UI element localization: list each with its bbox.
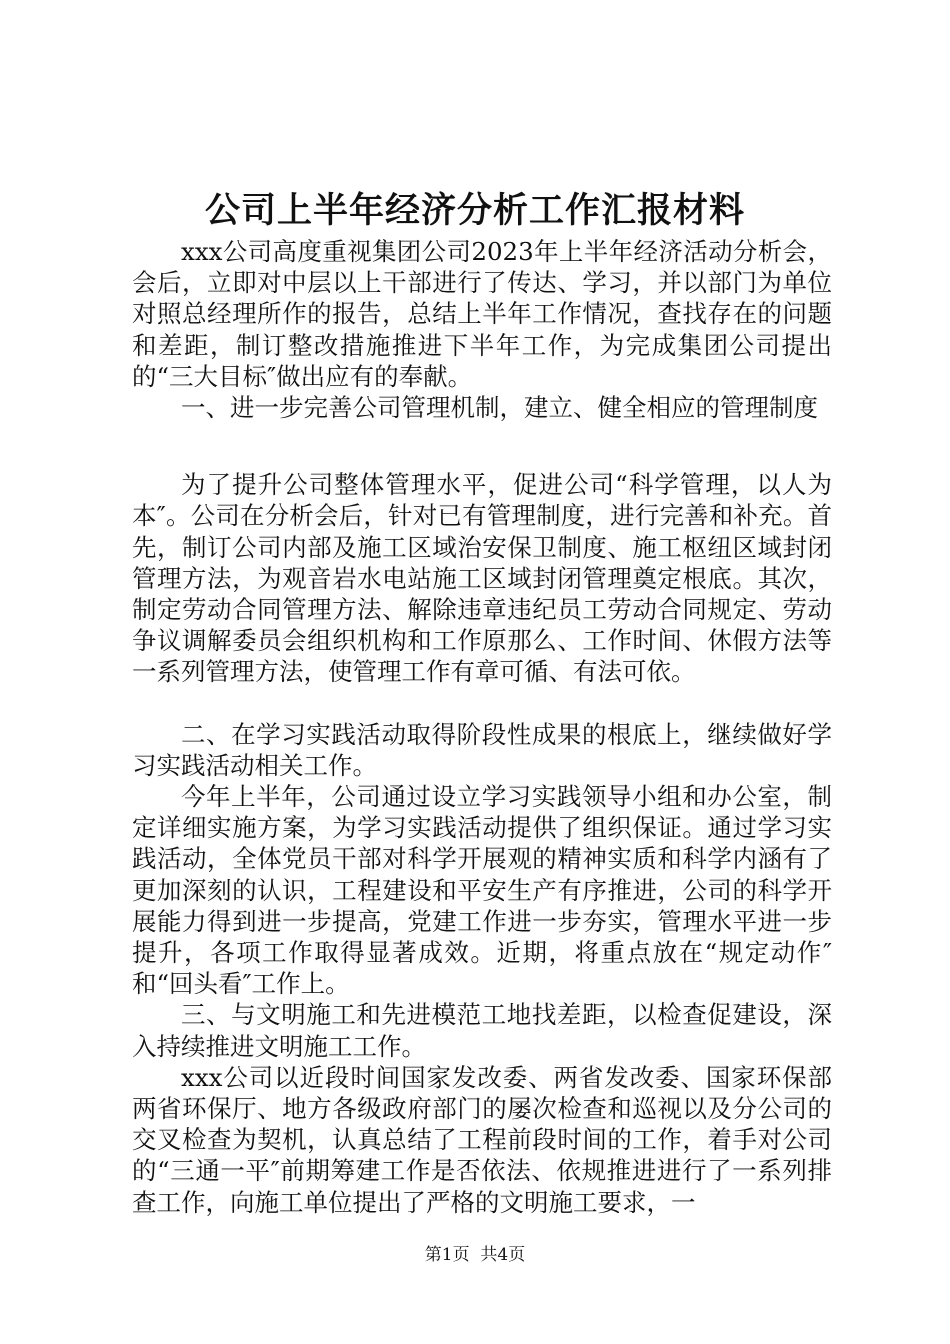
- section-heading-2: 二、在学习实践活动取得阶段性成果的根底上，继续做好学习实践活动相关工作。: [132, 719, 832, 780]
- page-number: 第1页: [424, 1245, 470, 1265]
- document-body: [132, 236, 832, 1218]
- paragraph-section-1: 为了提升公司整体管理水平，促进公司“科学管理，以人为本″。公司在分析会后，针对已有管理制度，进行完善和补充。首先，制订公司内部及施工区域治安保卫制度、施工枢纽区域封闭管理方法，为观音岩水电站施工区域封闭管理奠定根底。其次，制定劳动合同管理方法、解除违章违纪员工劳动合同规定、劳动争议调解委员会组织机构和工作原那么、工作时间、休假方法等一系列管理方法，使管理工作有章可循、有法可依。: [132, 470, 832, 687]
- page-footer: [0, 1243, 950, 1267]
- page-total: 共4页: [480, 1245, 526, 1265]
- paragraph-section-3: xxx公司以近段时间国家发改委、两省发改委、国家环保部两省环保厅、地方各级政府部门的屡次检查和巡视以及分公司的交叉检查为契机，认真总结了工程前段时间的工作，着手对公司的“三通一平″前期筹建工作是否依法、依规推进进行了一系列排查工作，向施工单位提出了严格的文明施工要求，一: [132, 1062, 832, 1217]
- document-title: 公司上半年经济分析工作汇报材料: [204, 190, 745, 231]
- paragraph-intro: xxx公司高度重视集团公司2023年上半年经济活动分析会，会后，立即对中层以上干部进行了传达、学习，并以部门为单位对照总经理所作的报告，总结上半年工作情况，查找存在的问题和差距，制订整改措施推进下半年工作，为完成集团公司提出的“三大目标″做出应有的奉献。: [132, 237, 832, 391]
- section-heading-1: 一、进一步完善公司管理机制，建立、健全相应的管理制度: [181, 393, 818, 423]
- section-heading-3: 三、与文明施工和先进模范工地找差距，以检查促建设，深入持续推进文明施工工作。: [132, 1000, 832, 1061]
- paragraph-section-2: 今年上半年，公司通过设立学习实践领导小组和办公室，制定详细实施方案，为学习实践活动提供了组织保证。通过学习实践活动，全体党员干部对科学开展观的精神实质和科学内涵有了更加深刻的认识，工程建设和平安生产有序推进，公司的科学开展能力得到进一步提高，党建工作进一步夯实，管理水平进一步提升，各项工作取得显著成效。近期，将重点放在“规定动作″和“回头看″工作上。: [132, 782, 832, 999]
